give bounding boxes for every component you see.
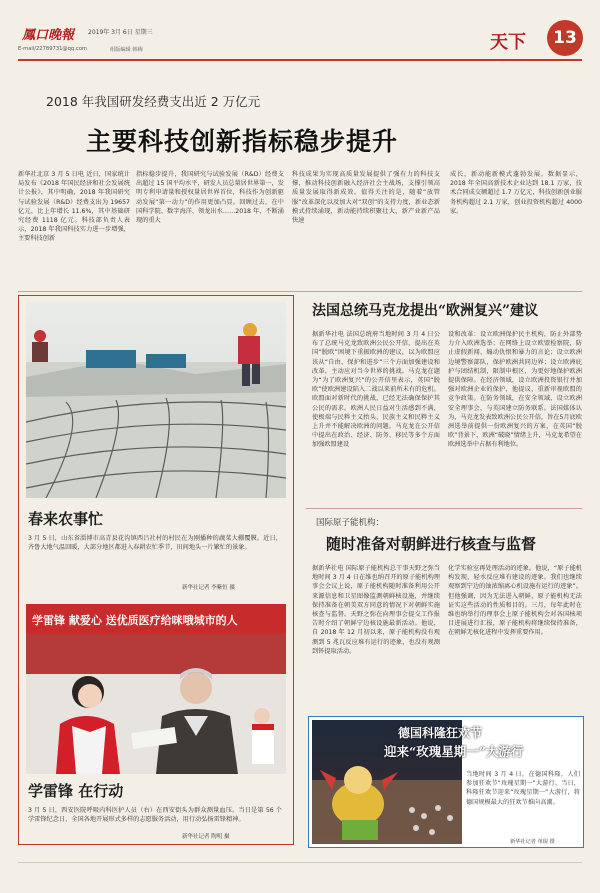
masthead-logo: 鳳口晚報 bbox=[22, 28, 75, 43]
iaea-body-column: 据新华社电 国际原子能机构总干事天野之弥当地时间 3 月 4 日在维也纳召开的原子能机构理事会会议上说，原子能机构随时准备利用公开来源信息和卫星图像监测朝鲜核设施，并继续保持准备在朝美双方同意的情况下对朝鲜实施核查与监督。天野之弥在向理事会提交工作报告时介绍了朝鲜宁边核设施最新活动。他说，自 2018 年 12 月初以来，原子能机构没有观测到 5 兆瓦反应堆有运行的迹象，也没有观测到钚提取活动。 bbox=[312, 565, 440, 655]
lead-headline: 主要科技创新指标稳步提升 bbox=[86, 127, 399, 156]
section-title: 天下 bbox=[490, 32, 526, 53]
section-divider bbox=[306, 508, 582, 509]
carnival-photo-credit: 新华社记者 单琨 摄 bbox=[510, 839, 555, 845]
france-story-headline: 法国总统马克龙提出“欧洲复兴”建议 bbox=[312, 303, 539, 319]
volunteer-banner: 学雷锋 献爱心 送优质医疗给咪哦城市的人 bbox=[32, 614, 238, 627]
issue-date: 2019年 3月 6日 星期三 bbox=[88, 29, 153, 36]
lead-body-column: 新华社北京 3 月 5 日电 近日，国家统计局发布《2018 年国民经济和社会发展统计公报》，其中明确，2018 年我国研究与试验发展（R&D）经费支出为 19657 亿元，比上年增长 11.6%，其中基础研究经费 1118 亿元。科技部负责人表示，2018 年我国科技实力进一步增强，主要科技创新 bbox=[18, 171, 130, 243]
carnival-story-body: 当地时间 3 月 4 日，在德国科隆，人们参加狂欢节“玫瑰星期一”大游行。当日，科隆狂欢节迎来“玫瑰星期一”大游行，将德国规模最大的狂欢节推向高潮。 bbox=[466, 771, 580, 806]
iaea-story-kicker: 国际原子能机构： bbox=[316, 518, 385, 528]
editor-email: E-mail/22789731@qq.com bbox=[18, 46, 87, 52]
farm-photo-credit: 新华社记者 李紫恒 摄 bbox=[182, 585, 235, 591]
section-divider bbox=[18, 291, 582, 292]
france-body-column: 据新华社电 法国总统府当地时间 3 月 4 日公布了总统马克龙致欧洲公民公开信，提出在英国“脱欧”困境下重振欧洲的建议，以为欧盟应该从“自由、保护和进步”三个方面加强建设和改革，主动应对当今世界的挑战。马克龙在题为“为了欧洲复兴”的公开信里表示，英国“脱欧”使欧洲建设陷入二战以来前所未有的危机。欧盟面对新时代的挑战，已经无法确保保护其公民的需求。欧洲人民日益对生活感到不满，使极端与民粹主义抬头，民族主义和民粹主义上升并不能解决欧洲的问题。马克龙在公开信中提出在政治、经济、防务、移民等多个方面加强欧盟建设 bbox=[312, 331, 440, 449]
footer-rule bbox=[18, 862, 582, 863]
lead-body-column: 成长，新动能新模式蓬勃发展。数据显示，2018 年全国高新技术企业达到 18.1 万家，技术合同成交额超过 1.7 万亿元，科技创新创业服务机构超过 2.1 万家，创业投资机构超过 4000 家。 bbox=[450, 171, 582, 215]
iaea-story-headline: 随时准备对朝鲜进行核查与监督 bbox=[326, 535, 537, 553]
lead-kicker: 2018 年我国研发经费支出近 2 万亿元 bbox=[46, 94, 261, 109]
farm-photo bbox=[26, 302, 286, 498]
farm-story-headline: 春来农事忙 bbox=[28, 510, 104, 528]
iaea-body-column: 化学实验室再处理活动的迹象。他说，“原子能机构发现，轻水反应堆有建设的迹象。我们也继续观察到宁边的铀浓缩离心机设施有运行的迹象”。但他强调，因为无法进入朝鲜，原子能机构无法证实这些活动的性质和目的。三月，每年此时在维也纳举行的理事会上原子能机构会对各国核项目进展进行汇报，原子能机构将继续保持准备，在朝鲜无核化进程中发挥重要作用。 bbox=[448, 565, 582, 637]
volunteer-photo bbox=[26, 604, 286, 774]
page-number-badge: 13 bbox=[547, 20, 583, 56]
lead-body-column: 指标稳步提升，我国研究与试验发展（R&D）经费支出超过 15 国平均水平，研发人员总量居世界第一，发明专利申请量和授权量居世界首位，科技作为创新驱动发展“第一动力”的作用更加凸显。回顾过去，在中国科学院、数字海洋、领龙出水……2018 年，不断涌现的重大 bbox=[136, 171, 284, 225]
france-body-column: 设和改革：设立欧洲保护民主机构，防止外部势力介入欧洲选举；在网络上设立欧盟检察院，防止虚假新闻、煽动仇恨和暴力的言论；设立欧洲边境警察部队，保护欧洲共同边界；设立欧洲庇护与团结机制，限制申根区，为更好地保护欧洲提供保障。在经济领域，设立欧洲投资银行并加强对欧洲企业的保护，他提议，重新审视欧盟的竞争政策。在防务领域，在安全领域，设立欧洲安全理事会，与英国建立防务联系。法国媒体认为，马克龙发表致欧洲公民公开信，旨在5月底欧洲选举前提供一份欧洲复兴的方案，在英国“脱欧”背景下，欧洲“破晓”情绪上升，马克龙希望在欧洲选举中占据有利地位。 bbox=[448, 331, 582, 449]
volunteer-photo-credit: 新华社记者 陶明 摄 bbox=[182, 834, 230, 840]
lead-body-column: 科技成果为实现高质量发展提供了强有力的科技支撑，推动科技创新融入经济社会主战场，支撑引领高质量发展取得新成效。值得关注的是，随着“放管服”改革深化以及加大对“双创”的支持力度，新业态新模式持续涌现，新动能持续积聚壮大，新产业新产品快速 bbox=[292, 171, 440, 225]
volunteer-story-caption: 3 月 5 日，西安医院呼吸内科医护人员（右）在西安街头为群众测量血压。当日是第 56 个学雷锋纪念日，全国各地开展形式多样的志愿服务活动，用行动弘扬雷锋精神。 bbox=[28, 807, 282, 824]
carnival-story-headline: 德国科隆狂欢节 bbox=[398, 726, 483, 740]
editor-credit: 组版编辑 韩梅 bbox=[110, 47, 143, 53]
farm-story-caption: 3 月 5 日，山东省淄博市高青县花沟镇西吕社村的村民在为刚播种的蔬菜大棚覆膜。近日，齐鲁大地气温回暖，大部分地区都进入春耕农忙季节，田间地头一片繁忙的景象。 bbox=[28, 535, 282, 552]
header-rule bbox=[18, 59, 582, 61]
carnival-story-subheadline: 迎来“玫瑰星期一”大游行 bbox=[384, 744, 524, 759]
volunteer-story-headline: 学雷锋 在行动 bbox=[28, 782, 124, 800]
